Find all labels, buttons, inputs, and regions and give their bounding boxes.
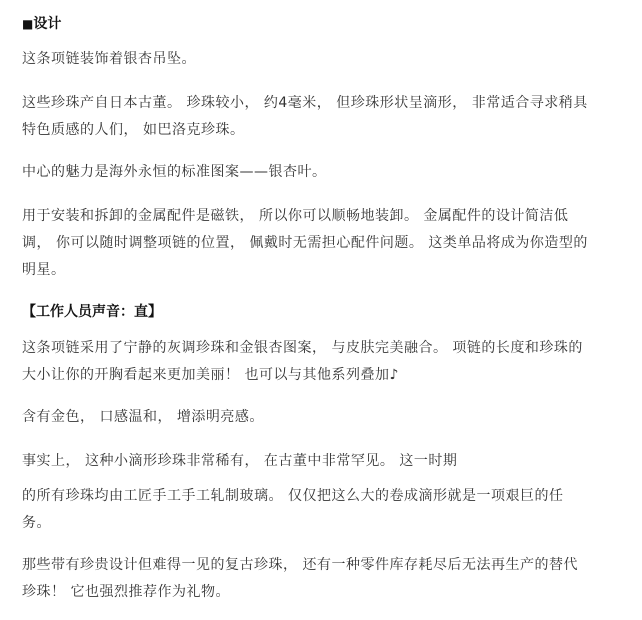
paragraph-craftsmanship: 的所有珍珠均由工匠手工手工轧制玻璃。 仅仅把这么大的卷成滴形就是一项艰巨的任务。 (22, 488, 564, 531)
paragraph-pearls: 这些珍珠产自日本古董。 珍珠较小， 约4毫米， 但珍珠形状呈滴形， 非常适合寻求稍具特色质感的人们， 如巴洛克珍珠。 (22, 95, 588, 138)
paragraph-intro: 这条项链装饰着银杏吊坠。 (22, 51, 196, 67)
paragraph-rarity: 事实上， 这种小滴形珍珠非常稀有， 在古董中非常罕见。 这一时期 (22, 453, 458, 469)
section-title-design: 设计 (33, 16, 62, 32)
square-bullet-icon: ■ (22, 17, 34, 31)
paragraph-ginkgo: 中心的魅力是海外永恒的标准图案——银杏叶。 (22, 164, 327, 180)
section-heading-design (22, 12, 61, 36)
paragraph-gold: 含有金色， 口感温和， 增添明亮感。 (22, 409, 264, 425)
section-heading-staff-voice: 【工作人员声音：直】 (22, 304, 162, 320)
paragraph-staff-comment: 这条项链采用了宁静的灰调珍珠和金银杏图案， 与皮肤完美融合。 项链的长度和珍珠的大小让你的开胸看起来更加美丽！ 也可以与其他系列叠加♪ (22, 340, 583, 383)
paragraph-gift: 那些带有珍贵设计但难得一见的复古珍珠， 还有一种零件库存耗尽后无法再生产的替代珍珠！ 它也强烈推荐作为礼物。 (22, 557, 578, 600)
paragraph-clasp: 用于安装和拆卸的金属配件是磁铁， 所以你可以顺畅地装卸。 金属配件的设计简洁低调， 你可以随时调整项链的位置， 佩戴时无需担心配件问题。 这类单品将成为你造型的明星。 (22, 208, 588, 278)
